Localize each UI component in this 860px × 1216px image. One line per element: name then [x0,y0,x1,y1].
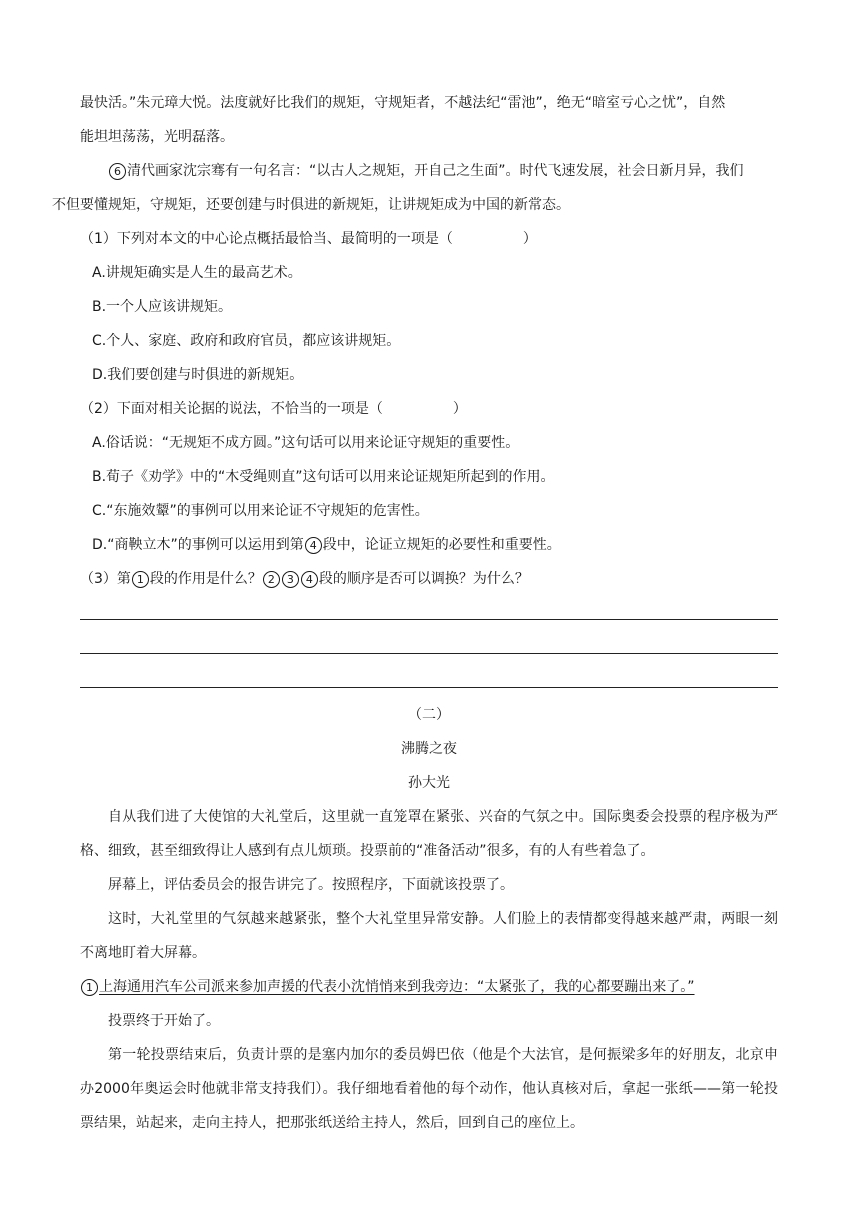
question-2-option-c[interactable]: C.“东施效颦”的事例可以用来论证不守规矩的危害性。 [92,503,429,519]
para-5-line-1: 最快活。”朱元璋大悦。法度就好比我们的规矩，守规矩者，不越法纪“雷池”，绝无“暗室亏心之忧”，自然 [80,95,726,111]
article-para-1: 自从我们进了大使馆的大礼堂后，这里就一直笼罩在紧张、兴奋的气氛之中。国际奥委会投票的程序极为严格、细致，甚至细致得让人感到有点儿烦琐。投票前的“准备活动”很多，有的人有些着急了。 [80,809,778,859]
article-author: 孙大光 [408,775,450,791]
para-number-4: 4 [305,537,322,554]
question-2-option-b[interactable]: B.荀子《劝学》中的“木受绳则直”这句话可以用来论证规矩所起到的作用。 [92,469,555,485]
question-1-option-d[interactable]: D.我们要创建与时俱进的新规矩。 [92,367,304,383]
question-1-option-b[interactable]: B.一个人应该讲规矩。 [92,299,233,315]
question-2-option-d[interactable]: D.“商鞅立木”的事例可以运用到第 4 段中，论证立规矩的必要性和重要性。 [92,537,561,553]
question-3-stem: （3）第 1 段的作用是什么？ 2 3 4 段的顺序是否可以调换？为什么？ [80,571,529,587]
question-1-option-c[interactable]: C.个人、家庭、政府和政府官员，都应该讲规矩。 [92,333,401,349]
para-number-2: 2 [263,571,280,588]
article-para-vote-start: 投票终于开始了。 [108,1013,220,1029]
para-6-line-1: 清代画家沈宗骞有一句名言：“以古人之规矩，开自己之生面”。时代飞速发展，社会日新月异，我们 [127,163,744,179]
article-para-3: 这时，大礼堂里的气氛越来越紧张，整个大礼堂里异常安静。人们脸上的表情都变得越来越严肃，两眼一刻不离地盯着大屏幕。 [80,911,778,961]
article-para-2: 屏幕上，评估委员会的报告讲完了。按照程序，下面就该投票了。 [108,877,514,893]
article-para-last: 第一轮投票结束后，负责计票的是塞内加尔的委员姆巴依（他是个大法官，是何振梁多年的好朋友，北京申办2000年奥运会时他就非常支持我们）。我仔细地看着他的每个动作，他认真核对后，拿起一张纸——第一轮投票结果，站起来，走向主持人，把那张纸送给主持人，然后，回到自己的座位上。 [80,1047,778,1131]
section-label: （二） [408,707,450,723]
para-number-u1: 1 [81,979,98,996]
para-6-line-2: 不但要懂规矩，守规矩，还要创建与时俱进的新规矩，让讲规矩成为中国的新常态。 [52,197,570,213]
para-number-6: 6 [109,163,126,180]
para-number-1: 1 [132,571,149,588]
question-1-option-a[interactable]: A.讲规矩确实是人生的最高艺术。 [92,265,302,281]
para-6 [52,154,778,222]
para-number-4b: 4 [301,571,318,588]
document-page [52,86,778,1140]
para-5-line-2: 能坦坦荡荡，光明磊落。 [80,129,234,145]
para-number-3: 3 [282,571,299,588]
article-title: 沸腾之夜 [401,741,457,757]
question-2-stem: （2）下面对相关论据的说法，不恰当的一项是（ ） [80,401,467,417]
underlined-sentence: 1 上海通用汽车公司派来参加声援的代表小沈悄悄来到我旁边：“太紧张了，我的心都要蹦出来了。” [80,970,778,1004]
question-2-option-a[interactable]: A.俗话说：“无规矩不成方圆。”这句话可以用来论证守规矩的重要性。 [92,435,520,451]
para-5-tail [80,86,778,154]
question-1-stem: （1）下列对本文的中心论点概括最恰当、最简明的一项是（ ） [80,231,537,247]
